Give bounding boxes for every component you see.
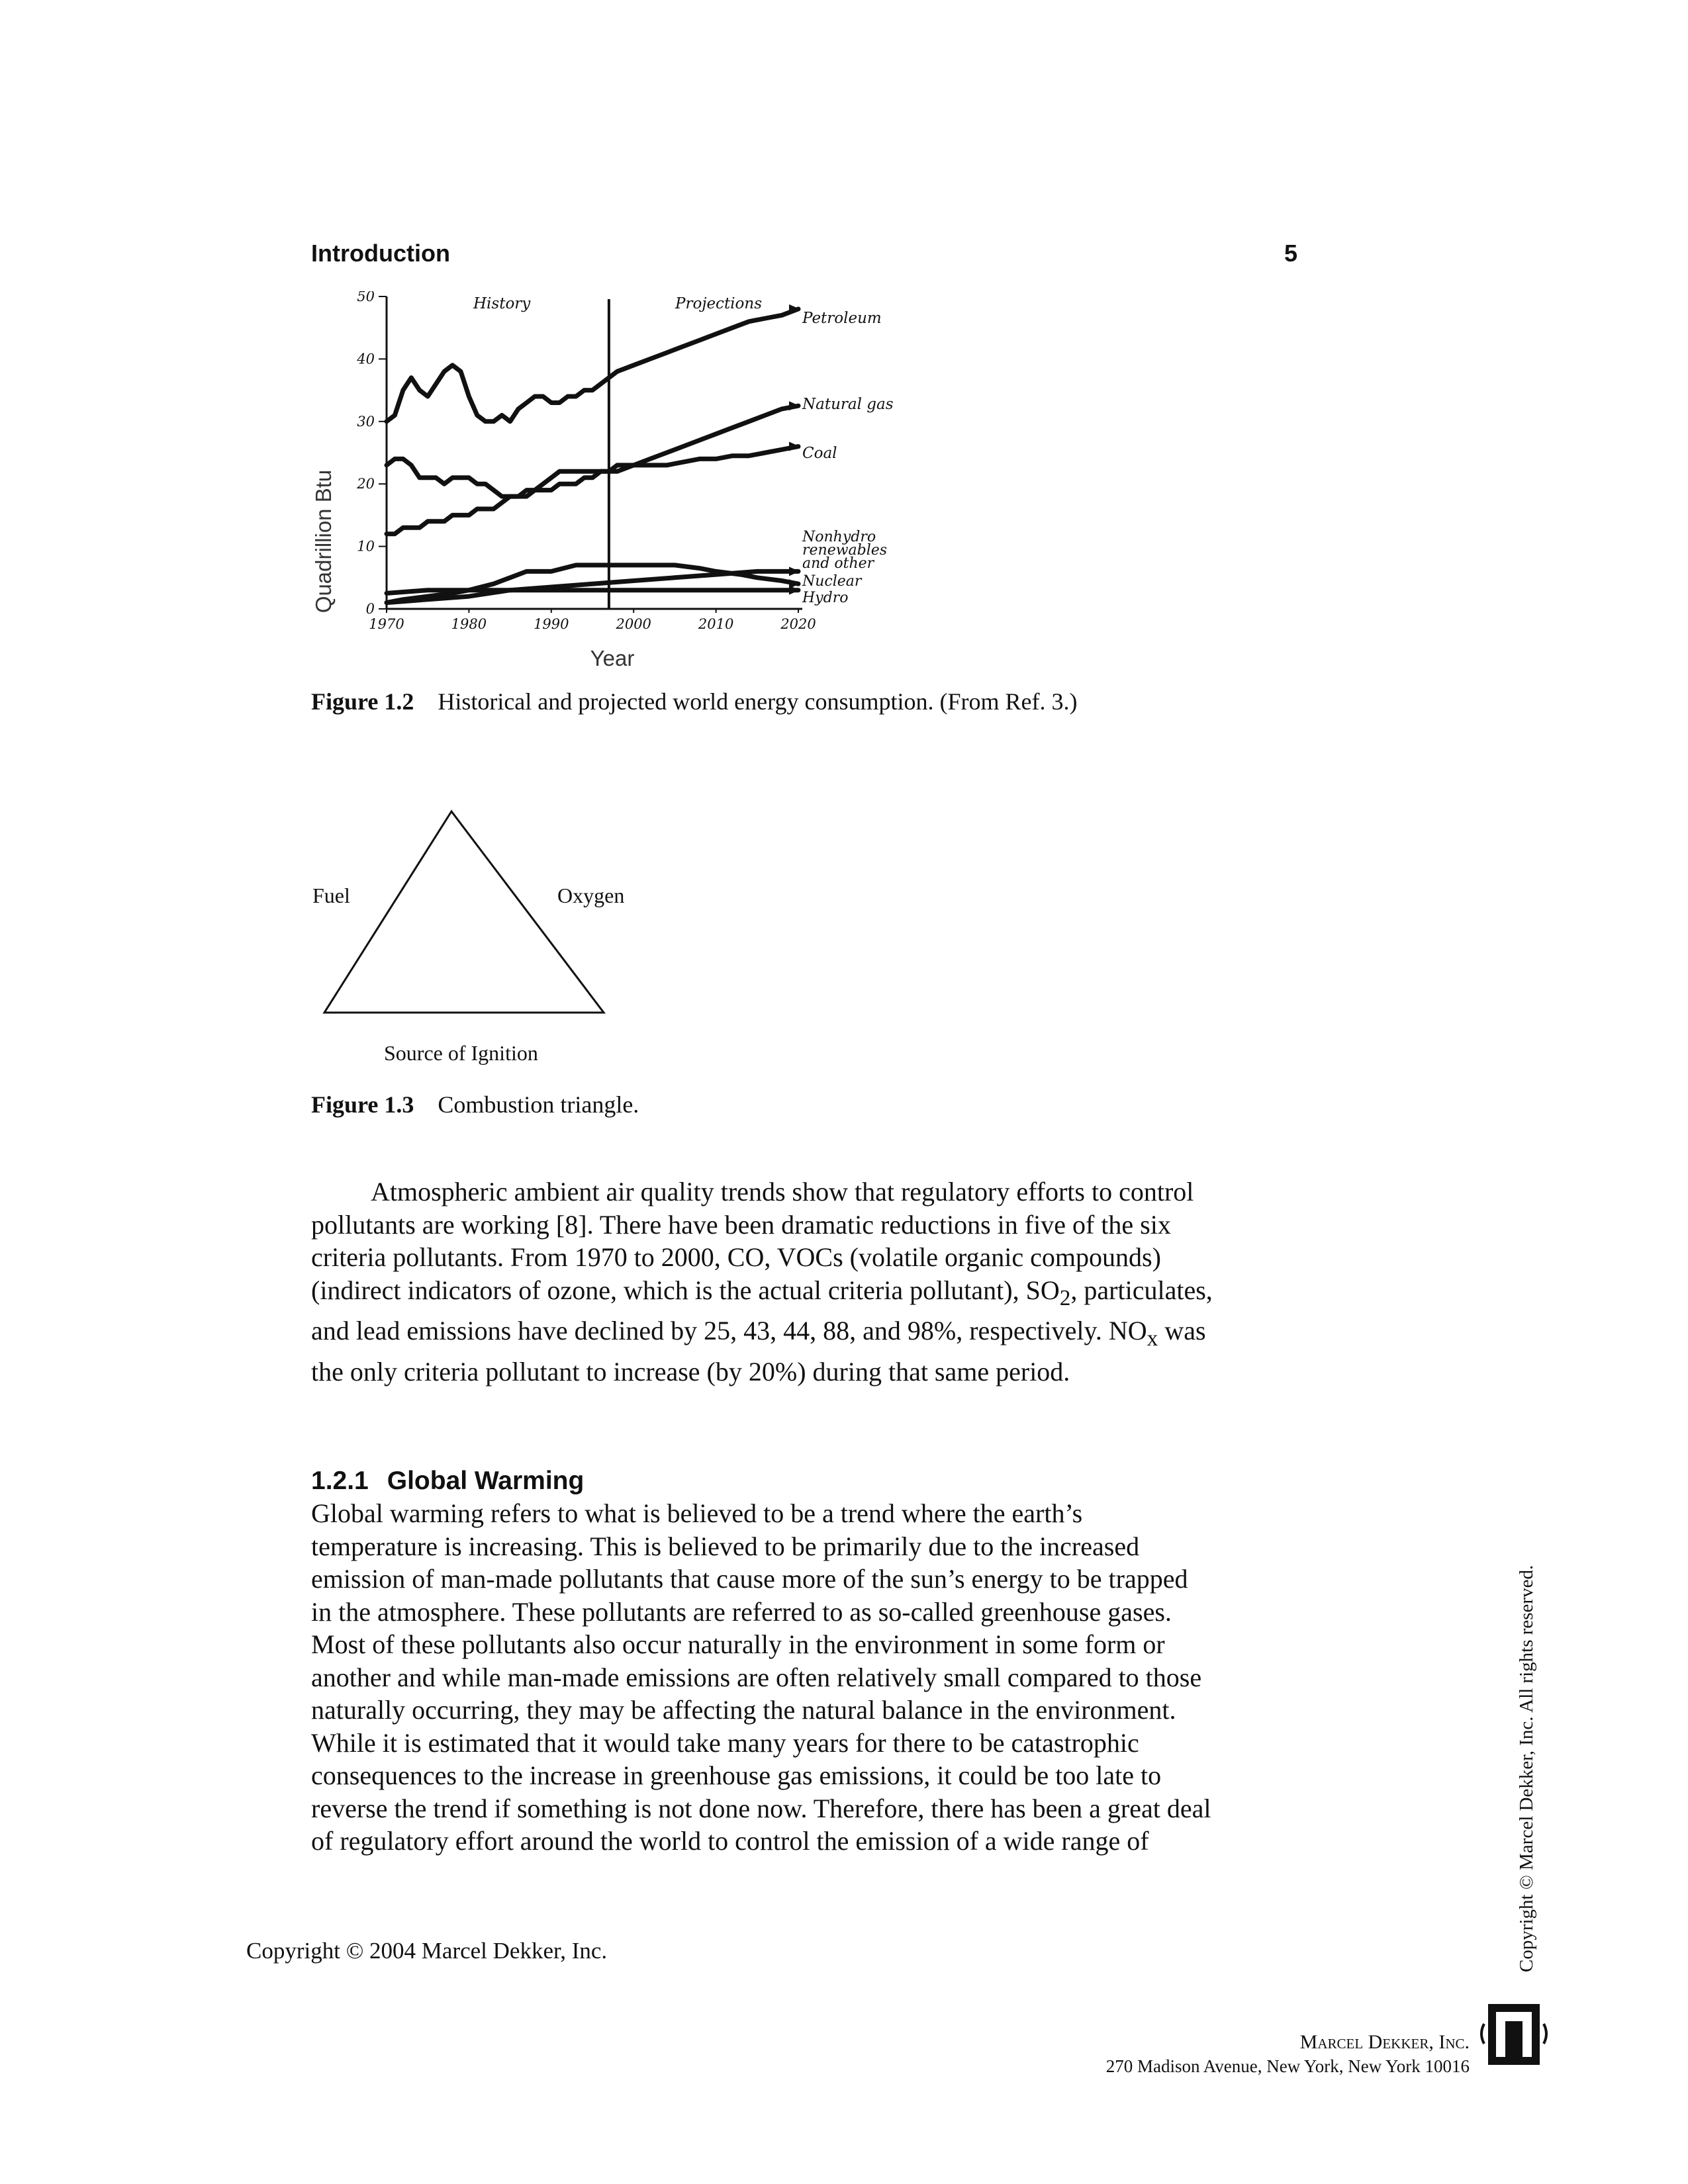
series-end-arrow — [789, 586, 800, 595]
publisher-logo-icon — [1477, 1997, 1550, 2070]
section-title: Global Warming — [387, 1467, 585, 1495]
series-line-coal — [387, 447, 798, 497]
series-label-natural-gas: Natural gas — [802, 396, 894, 413]
series-label-nuclear: Nuclear — [802, 573, 862, 590]
series-label-hydro: Hydro — [802, 590, 849, 606]
x-tick-label: 2000 — [616, 616, 651, 632]
triangle-label-oxygen: Oxygen — [557, 884, 625, 907]
paragraph-line — [311, 1314, 1297, 1355]
y-tick-label: 20 — [357, 476, 375, 492]
y-tick-label: 40 — [357, 351, 375, 367]
figure-1-3-caption-text: Combustion triangle. — [438, 1091, 639, 1118]
combustion-triangle — [324, 811, 604, 1013]
triangle-label-fuel: Fuel — [312, 884, 350, 907]
y-tick-label: 10 — [357, 538, 375, 555]
paragraph-line — [311, 1274, 1297, 1315]
figure-1-2-caption-text: Historical and projected world energy consumption. (From Ref. 3.) — [438, 688, 1078, 715]
section-number: 1.2.1 — [311, 1467, 369, 1495]
paragraph-line: criteria pollutants. From 1970 to 2000, CO, VOCs (volatile organic compounds) — [311, 1242, 1161, 1272]
page-number: 5 — [1284, 240, 1298, 267]
combustion-triangle-diagram — [311, 807, 655, 1085]
subscript: x — [1147, 1326, 1158, 1351]
triangle-label-ignition: Source of Ignition — [384, 1041, 538, 1065]
paragraph-line: temperature is increasing. This is believed to be primarily due to the increased — [311, 1531, 1140, 1561]
publisher-block — [1059, 2030, 1470, 2078]
series-end-arrow — [789, 567, 800, 576]
text-run: and lead emissions have declined by 25, 43, 44, 88, and 98%, respectively. NO — [311, 1316, 1147, 1345]
series-label-renewables-3: and other — [802, 555, 874, 572]
figure-1-3-caption — [311, 1090, 639, 1119]
chart-series-lines — [387, 304, 800, 603]
text-run: (indirect indicators of ozone, which is the actual criteria pollutant), SO — [311, 1275, 1060, 1305]
publisher-name: Marcel Dekker, Inc. — [1299, 2031, 1470, 2053]
paragraph-line: consequences to the increase in greenhouse gas emissions, it could be too late to — [311, 1760, 1162, 1790]
x-tick-label: 1990 — [534, 616, 569, 632]
energy-consumption-chart — [305, 291, 927, 675]
side-copyright-notice: Copyright © Marcel Dekker, Inc. All rights reserved. — [1516, 1565, 1537, 1972]
y-axis-label: Quadrillion Btu — [311, 469, 336, 614]
x-tick-label: 1970 — [369, 616, 404, 632]
text-run: was — [1158, 1316, 1206, 1345]
series-line-petroleum — [387, 309, 798, 422]
history-region-label: History — [473, 295, 531, 312]
y-tick-label: 0 — [365, 601, 375, 617]
text-run: , particulates, — [1070, 1275, 1213, 1305]
paragraph-line: reverse the trend if something is not done now. Therefore, there has been a great deal — [311, 1793, 1211, 1823]
y-tick-label: 50 — [357, 291, 375, 304]
figure-1-2-caption — [311, 687, 1077, 716]
subscript: 2 — [1059, 1285, 1071, 1310]
paragraph-line: Atmospheric ambient air quality trends show that regulatory efforts to control — [371, 1177, 1194, 1206]
figure-1-3-label: Figure 1.3 — [311, 1091, 414, 1118]
x-tick-label: 2020 — [780, 616, 816, 632]
x-tick-label: 1980 — [451, 616, 487, 632]
paragraph-line: the only criteria pollutant to increase (by 20%) during that same period. — [311, 1356, 1070, 1387]
series-end-arrow — [789, 442, 800, 451]
series-label-petroleum: Petroleum — [802, 310, 882, 327]
paragraph-line: of regulatory effort around the world to control the emission of a wide range of — [311, 1826, 1149, 1856]
paragraph-line: Global warming refers to what is believed to be a trend where the earth’s — [311, 1498, 1083, 1528]
paragraph-air-quality — [311, 1175, 1297, 1388]
copyright-notice: Copyright © 2004 Marcel Dekker, Inc. — [246, 1938, 608, 1964]
running-head: Introduction — [311, 240, 450, 267]
series-label-renewables-2: renewables — [802, 542, 888, 559]
publisher-address: 270 Madison Avenue, New York, New York 10016 — [1105, 2056, 1470, 2076]
series-label-coal: Coal — [802, 445, 837, 462]
chart-axes — [356, 291, 816, 632]
y-tick-label: 30 — [357, 413, 375, 430]
projections-region-label: Projections — [675, 295, 763, 312]
paragraph-line: pollutants are working [8]. There have been dramatic reductions in five of the six — [311, 1209, 1171, 1240]
paragraph-line: another and while man-made emissions are often relatively small compared to those — [311, 1662, 1202, 1692]
series-label-renewables-1: Nonhydro — [802, 529, 876, 545]
section-heading — [311, 1467, 584, 1496]
x-axis-label: Year — [590, 646, 635, 670]
paragraph-global-warming — [311, 1497, 1297, 1858]
paragraph-line: While it is estimated that it would take many years for there to be catastrophic — [311, 1727, 1139, 1758]
series-end-arrow — [789, 401, 800, 410]
x-tick-label: 2010 — [698, 616, 734, 632]
paragraph-line: naturally occurring, they may be affecting the natural balance in the environment. — [311, 1695, 1176, 1725]
paragraph-line: in the atmosphere. These pollutants are referred to as so-called greenhouse gases. — [311, 1596, 1172, 1627]
figure-1-2-label: Figure 1.2 — [311, 688, 414, 715]
paragraph-line: Most of these pollutants also occur naturally in the environment in some form or — [311, 1629, 1165, 1659]
paragraph-line: emission of man-made pollutants that cause more of the sun’s energy to be trapped — [311, 1564, 1188, 1594]
